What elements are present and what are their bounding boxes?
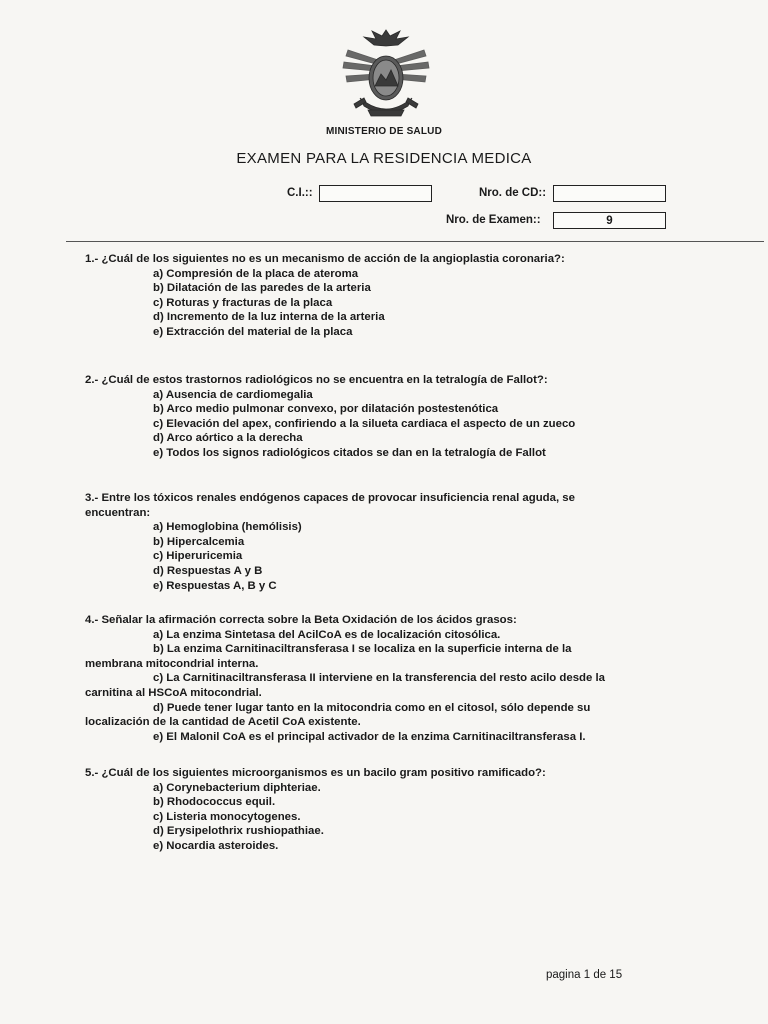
option-c[interactable]: c) Hiperuricemia — [153, 550, 243, 563]
ci-label: C.I.:: — [287, 187, 313, 199]
coat-of-arms-seal — [340, 28, 432, 124]
option-a[interactable]: a) Ausencia de cardiomegalia — [153, 388, 313, 401]
option-a[interactable]: a) Compresión de la placa de ateroma — [153, 267, 359, 280]
option-text: c) La Carnitinaciltransferasa II interviene en la transferencia del resto acilo desde la — [153, 672, 606, 685]
option-d[interactable]: d) Arco aórtico a la derecha — [153, 432, 303, 445]
option-e[interactable] — [85, 730, 655, 745]
option-text: a) La enzima Sintetasa del AcilCoA es de localización citosólica. — [153, 628, 501, 641]
question-2 — [85, 373, 685, 461]
question-5 — [85, 766, 685, 854]
option-a[interactable]: a) Hemoglobina (hemólisis) — [153, 521, 302, 534]
option-text-continued: carnitina al HSCoA mitocondrial. — [85, 686, 262, 699]
option-d[interactable]: d) Incremento de la luz interna de la arteria — [153, 311, 385, 324]
exam-number-label: Nro. de Examen:: — [446, 214, 541, 226]
ci-field[interactable] — [319, 185, 432, 202]
option-e[interactable]: e) Respuestas A, B y C — [153, 579, 277, 592]
option-e[interactable]: e) Nocardia asteroides. — [153, 839, 279, 852]
question-stem: 1.- ¿Cuál de los siguientes no es un mecanismo de acción de la angioplastia coronaria?: — [85, 253, 565, 265]
question-stem: 2.- ¿Cuál de estos trastornos radiológicos no se encuentra en la tetralogía de Fallot?: — [85, 374, 548, 386]
option-d[interactable] — [85, 701, 655, 730]
option-c[interactable]: c) Elevación del apex, confiriendo a la silueta cardiaca el aspecto de un zueco — [153, 417, 576, 430]
option-a[interactable] — [85, 628, 655, 643]
option-b[interactable]: b) Rhodococcus equil. — [153, 796, 276, 809]
option-text: b) La enzima Carnitinaciltransferasa I se localiza en la superficie interna de la — [153, 643, 572, 656]
page-number: pagina 1 de 15 — [546, 969, 623, 981]
option-e[interactable]: e) Todos los signos radiológicos citados se dan en la tetralogía de Fallot — [153, 446, 546, 459]
question-stem: 3.- Entre los tóxicos renales endógenos capaces de provocar insuficiencia renal aguda, se encuentran: — [85, 492, 575, 519]
option-b[interactable] — [85, 642, 655, 671]
exam-number-field[interactable]: 9 — [553, 212, 666, 229]
option-b[interactable]: b) Hipercalcemia — [153, 535, 245, 548]
option-text: e) El Malonil CoA es el principal activador de la enzima Carnitinaciltransferasa I. — [153, 730, 586, 743]
option-c[interactable]: c) Listeria monocytogenes. — [153, 810, 301, 823]
option-b[interactable]: b) Dilatación de las paredes de la arteria — [153, 282, 371, 295]
ministry-name: MINISTERIO DE SALUD — [325, 126, 443, 137]
cd-number-label: Nro. de CD:: — [479, 187, 547, 199]
question-stem: 5.- ¿Cuál de los siguientes microorganismos es un bacilo gram positivo ramificado?: — [85, 767, 546, 779]
option-a[interactable]: a) Corynebacterium diphteriae. — [153, 781, 321, 794]
option-text: d) Puede tener lugar tanto en la mitocondria como en el citosol, sólo depende su — [153, 701, 591, 714]
question-stem: 4.- Señalar la afirmación correcta sobre la Beta Oxidación de los ácidos grasos: — [85, 614, 517, 626]
cd-number-field[interactable] — [553, 185, 666, 202]
option-e[interactable]: e) Extracción del material de la placa — [153, 325, 353, 338]
option-d[interactable]: d) Erysipelothrix rushiopathiae. — [153, 825, 324, 838]
option-b[interactable]: b) Arco medio pulmonar convexo, por dilatación postestenótica — [153, 403, 499, 416]
question-3 — [85, 491, 625, 593]
question-4 — [85, 613, 655, 744]
option-text-continued: localización de la cantidad de Acetil CoA existente. — [85, 716, 361, 729]
option-c[interactable] — [85, 671, 655, 700]
exam-title: EXAMEN PARA LA RESIDENCIA MEDICA — [236, 150, 532, 167]
option-text-continued: membrana mitocondrial interna. — [85, 657, 259, 670]
option-c[interactable]: c) Roturas y fracturas de la placa — [153, 296, 333, 309]
header-divider — [66, 241, 764, 242]
option-d[interactable]: d) Respuestas A y B — [153, 564, 263, 577]
question-1 — [85, 252, 685, 340]
